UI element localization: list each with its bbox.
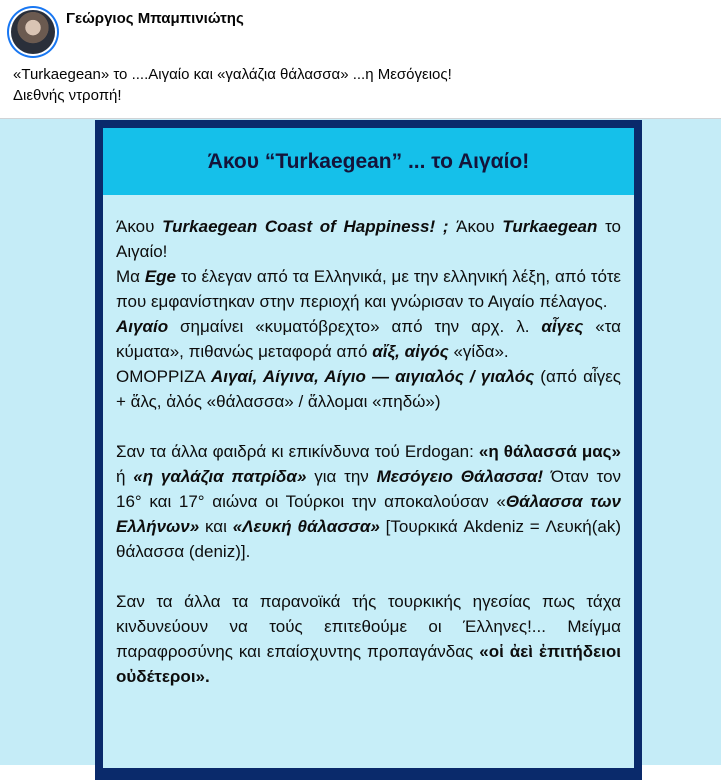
author-avatar[interactable] (11, 10, 55, 54)
paragraph-1: Άκου Turkaegean Coast of Happiness! ; Άκου Turkaegean το Αιγαίο! Μα Ege το έλεγαν από τα Ελληνικά, με την ελληνική λέξη, από τότε που εμφανίστηκαν στην περιοχή και γνώρισαν το Αιγαίο πέλαγος. Αιγαίο σημαίνει «κυματόβρεχτο» από την αρχ. λ. αἶγες «τα κύματα», πιθανώς μεταφορά από αἴξ, αἰγός «γίδα». ΟΜΟΡΡΙΖΑ Αιγαί, Αίγινα, Αίγιο — αιγιαλός / γιαλός (από αἶγες + ἅλς, ἁλός «θάλασσα» / ἅλλομαι «πηδώ») (116, 217, 621, 411)
post-image[interactable] (0, 118, 721, 765)
image-body-text (116, 214, 621, 689)
paragraph-2: Σαν τα άλλα φαιδρά κι επικίνδυνα τού Erdogan: «η θάλασσά μας» ή «η γαλάζια πατρίδα» για την Μεσόγειο Θάλασσα! Όταν τον 16° και 17° αιώνα οι Τούρκοι την αποκαλούσαν «Θάλασσα των Ελλήνων» και «Λευκή θάλασσα» [Τουρκικά Akdeniz = Λευκή(ak) θάλασσα (deniz)]. (116, 442, 622, 561)
post-header (0, 0, 721, 118)
post-text (13, 64, 711, 106)
image-frame (95, 120, 642, 780)
image-card (103, 128, 634, 768)
post-text-line-1: «Turkaegean» το ....Αιγαίο και «γαλάζια θάλασσα» ...η Μεσόγειος! (13, 66, 452, 83)
paragraph-3: Σαν τα άλλα τα παρανοϊκά τής τουρκικής ηγεσίας πως τάχα κινδυνεύουν να τούς επιτεθούμε οι Έλληνες!... Μείγμα παραφροσύνης και επαίσχυντης προπαγάνδας «οἱ ἀεὶ ἐπιτήδειοι οὐδέτεροι». (116, 592, 621, 686)
author-name[interactable]: Γεώργιος Μπαμπινιώτης (66, 10, 244, 27)
image-title-banner: Άκου “Turkaegean” ... το Αιγαίο! (103, 128, 634, 195)
post-text-line-2: Διεθνής ντροπή! (13, 87, 122, 104)
